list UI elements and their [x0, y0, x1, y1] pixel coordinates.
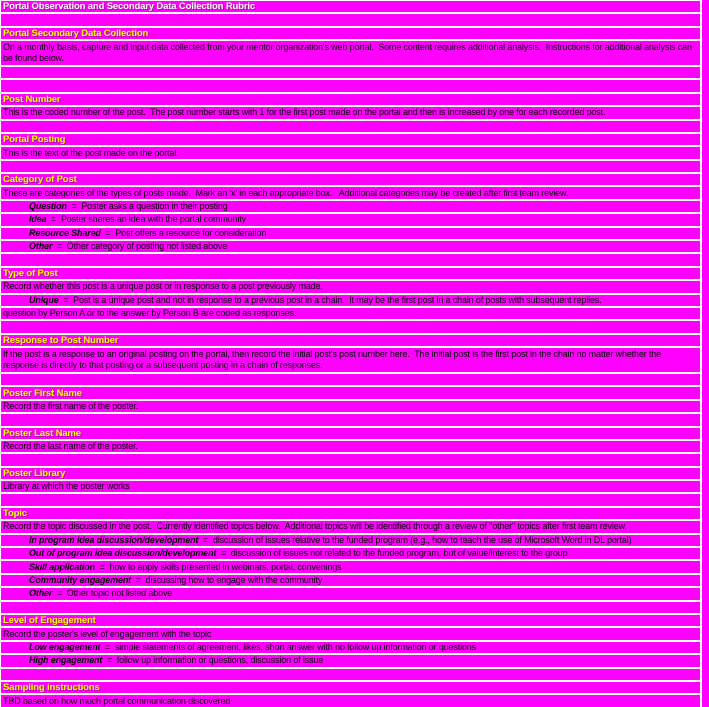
- row-def[interactable]: [1, 535, 700, 546]
- definition-text: [25, 548, 567, 559]
- definition-body: Poster shares an idea with the portal community: [60, 214, 246, 225]
- row-body[interactable]: [1, 348, 700, 372]
- indent-cell[interactable]: [1, 214, 25, 225]
- row-def[interactable]: [1, 642, 700, 653]
- equals-separator: =: [198, 534, 213, 545]
- definition-term: Other: [29, 588, 53, 599]
- row-blank[interactable]: [1, 669, 700, 680]
- row-def[interactable]: [1, 214, 700, 225]
- definition-term: Community engagement: [29, 575, 132, 586]
- cell-text: question by Person A or to the answer by Person B are coded as responses.: [3, 308, 297, 319]
- row-blank[interactable]: [1, 14, 700, 25]
- row-body[interactable]: [1, 147, 700, 158]
- indent-cell[interactable]: [1, 535, 25, 546]
- row-header[interactable]: [1, 387, 700, 398]
- row-body[interactable]: [1, 187, 700, 198]
- section-header: Sampling instructions: [3, 682, 100, 694]
- document-title: Portal Observation and Secondary Data Collection Rubric: [3, 1, 256, 13]
- row-body[interactable]: [1, 107, 700, 118]
- section-header: Portal Secondary Data Collection: [3, 27, 149, 39]
- equals-separator: =: [58, 294, 74, 305]
- indent-cell[interactable]: [1, 241, 25, 252]
- row-body[interactable]: [1, 308, 700, 319]
- section-header: Level of Engagement: [3, 615, 96, 627]
- row-blank[interactable]: [1, 321, 700, 332]
- definition-text: [25, 562, 341, 573]
- definition-text: [25, 241, 227, 252]
- definition-term: Out of program idea discussion/development: [29, 548, 217, 559]
- row-title[interactable]: [1, 1, 700, 12]
- indent-cell[interactable]: [1, 642, 25, 653]
- row-blank[interactable]: [1, 454, 700, 465]
- row-blank[interactable]: [1, 67, 700, 78]
- row-blank[interactable]: [1, 254, 700, 265]
- indent-cell[interactable]: [1, 201, 25, 212]
- row-body[interactable]: [1, 441, 700, 452]
- row-header[interactable]: [1, 682, 700, 693]
- definition-text: [25, 214, 246, 225]
- definition-term: Resource Shared: [29, 227, 101, 238]
- row-body[interactable]: [1, 481, 700, 492]
- row-def[interactable]: [1, 575, 700, 586]
- indent-cell[interactable]: [1, 548, 25, 559]
- definition-body: discussing how to engage with the community: [145, 575, 323, 586]
- indent-cell[interactable]: [1, 295, 25, 306]
- row-body[interactable]: [1, 41, 700, 65]
- definition-body: follow up information or questions, discussion of issue: [116, 655, 324, 666]
- equals-separator: =: [52, 241, 67, 252]
- row-header[interactable]: [1, 134, 700, 145]
- definition-term: Other: [29, 241, 53, 252]
- definition-body: Post is a unique post and not in response to a previous post in a chain. It may be the first post in a chain of posts with subsequent replies.: [73, 294, 602, 305]
- row-blank[interactable]: [1, 80, 700, 91]
- row-blank[interactable]: [1, 161, 700, 172]
- cell-text: TBD based on how much portal communication discovered: [3, 695, 231, 706]
- definition-body: Poster asks a question in their posting: [81, 201, 228, 212]
- row-blank[interactable]: [1, 494, 700, 505]
- cell-text: These are categories of the types of posts made. Mark an 'x' in each appropriate box. Additional categories may be created after first team review.: [3, 187, 569, 198]
- section-header: Post Number: [3, 93, 61, 105]
- cell-text: This is the text of the post made on the portal.: [3, 147, 179, 158]
- row-def[interactable]: [1, 588, 700, 599]
- cell-text: Record the topic discussed in the post. Currently identified topics below. Additional topics will be identified through a review of "other" topics after first team review.: [3, 521, 627, 532]
- definition-text: [25, 228, 266, 239]
- row-def[interactable]: [1, 201, 700, 212]
- row-blank[interactable]: [1, 602, 700, 613]
- cell-text: Library at which the poster works: [3, 481, 130, 492]
- definition-text: [25, 575, 322, 586]
- row-blank[interactable]: [1, 121, 700, 132]
- row-body[interactable]: [1, 401, 700, 412]
- definition-body: discussion of issues relative to the funded program (e.g., how to teach the use of Microsoft Word in DL portal): [212, 534, 632, 545]
- row-def[interactable]: [1, 295, 700, 306]
- indent-cell[interactable]: [1, 561, 25, 572]
- definition-term: High engagement: [29, 655, 103, 666]
- row-header[interactable]: [1, 615, 700, 626]
- definition-text: [25, 655, 323, 666]
- row-header[interactable]: [1, 268, 700, 279]
- row-def[interactable]: [1, 561, 700, 572]
- definition-body: simple statements of agreement, likes, short answer with no follow up information or questions: [114, 641, 477, 652]
- row-body[interactable]: [1, 521, 700, 532]
- row-def[interactable]: [1, 228, 700, 239]
- definition-body: how to apply skills presented in webinars, portal, convenings: [109, 561, 342, 572]
- indent-cell[interactable]: [1, 228, 25, 239]
- definition-text: [25, 201, 228, 212]
- equals-separator: =: [46, 214, 61, 225]
- row-header[interactable]: [1, 428, 700, 439]
- cell-text: Record the poster's level of engagement with the topic: [3, 628, 212, 639]
- row-def[interactable]: [1, 655, 700, 666]
- definition-text: [25, 642, 476, 653]
- row-header[interactable]: [1, 174, 700, 185]
- definition-term: In program idea discussion/development: [29, 534, 199, 545]
- cell-text: Record the last name of the poster.: [3, 441, 138, 452]
- indent-cell[interactable]: [1, 655, 25, 666]
- equals-separator: =: [66, 201, 82, 212]
- section-header: Portal Posting: [3, 134, 66, 146]
- row-def[interactable]: [1, 241, 700, 252]
- row-blank[interactable]: [1, 374, 700, 385]
- definition-term: Low engagement: [29, 641, 101, 652]
- section-header: Response to Post Number: [3, 334, 119, 346]
- equals-separator: =: [131, 575, 146, 586]
- section-header: Type of Post: [3, 268, 58, 280]
- row-blank[interactable]: [1, 414, 700, 425]
- definition-text: [25, 295, 602, 306]
- cell-text: This is the coded number of the post. The post number starts with 1 for the first post made on the portal and then is increased by one for each recorded post.: [3, 107, 606, 118]
- row-header[interactable]: [1, 468, 700, 479]
- section-header: Poster Last Name: [3, 427, 81, 439]
- equals-separator: =: [52, 588, 67, 599]
- section-header: Category of Post: [3, 174, 77, 186]
- section-header: Topic: [3, 508, 27, 520]
- definition-body: Other topic not listed above: [66, 588, 173, 599]
- equals-separator: =: [102, 655, 117, 666]
- indent-cell[interactable]: [1, 588, 25, 599]
- definition-text: [25, 535, 631, 546]
- definition-body: Other category of posting not listed above: [66, 241, 228, 252]
- row-body[interactable]: [1, 695, 700, 706]
- equals-separator: =: [216, 548, 231, 559]
- row-def[interactable]: [1, 548, 700, 559]
- row-header[interactable]: [1, 508, 700, 519]
- row-header[interactable]: [1, 28, 700, 39]
- cell-text: Record the first name of the poster.: [3, 400, 139, 411]
- definition-body: Post offers a resource for consideration: [115, 227, 267, 238]
- definition-term: Unique: [29, 294, 59, 305]
- row-body[interactable]: [1, 628, 700, 639]
- indent-cell[interactable]: [1, 575, 25, 586]
- cell-text: On a monthly basis, capture and input data collected from your mentor organization's web portal. Some content requires additional analysis. Instructions for additional analysis can be found below.: [3, 42, 695, 64]
- definition-body: discussion of issues not related to the funded program, but of value/interest to the group: [230, 548, 568, 559]
- definition-term: Question: [29, 201, 67, 212]
- row-header[interactable]: [1, 335, 700, 346]
- row-header[interactable]: [1, 94, 700, 105]
- definition-text: [25, 588, 172, 599]
- equals-separator: =: [100, 641, 115, 652]
- equals-separator: =: [94, 561, 110, 572]
- equals-separator: =: [100, 227, 116, 238]
- definition-term: Skill application: [29, 561, 95, 572]
- section-header: Poster Library: [3, 467, 66, 479]
- section-header: Poster First Name: [3, 387, 82, 399]
- row-body[interactable]: [1, 281, 700, 292]
- cell-text: If the post is a response to an original posting on the portal, then record the initial post's post number here. The initial post is the first post in the chain no matter whether the response is directly to that posting or a subsequent posting in a chain of responses.: [3, 349, 664, 371]
- definition-term: Idea: [29, 214, 47, 225]
- cell-text: Record whether this post is a unique post or in response to a post previously made.: [3, 281, 323, 292]
